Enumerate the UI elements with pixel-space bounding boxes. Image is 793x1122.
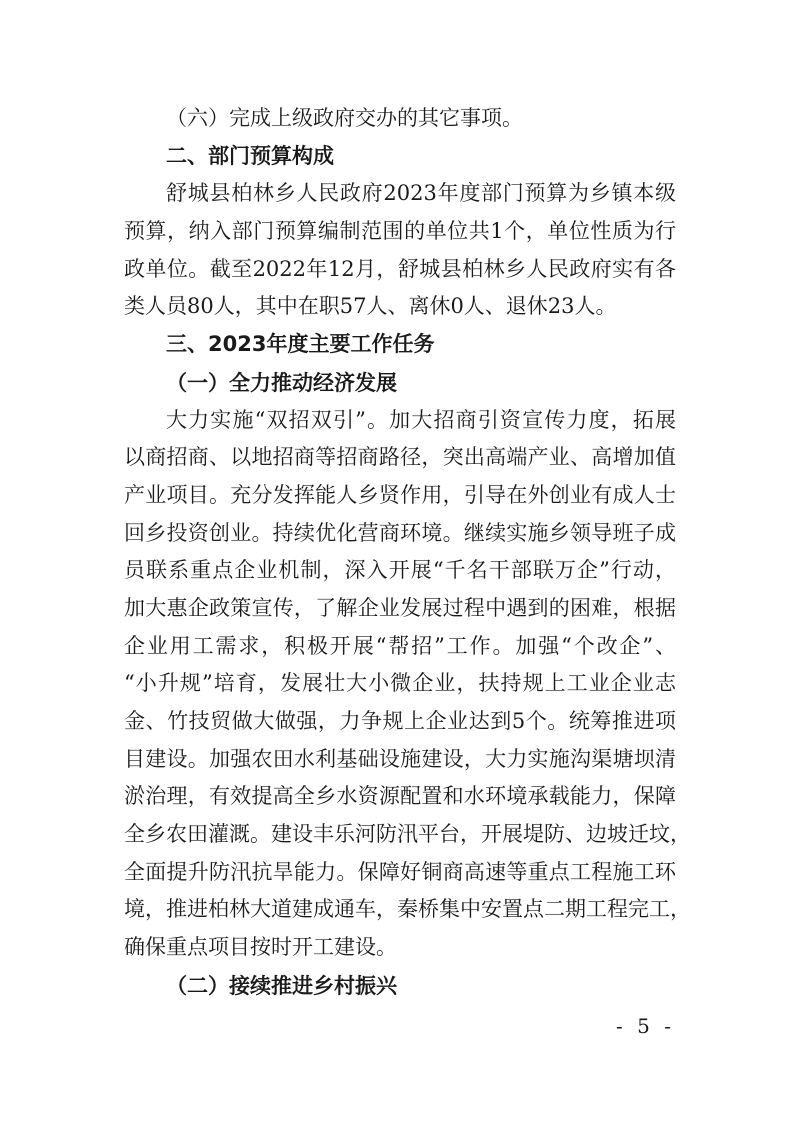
paragraph-line: 产业项目。充分发挥能人乡贤作用，引导在外创业有成人士 — [124, 482, 676, 507]
paragraph-line: 政单位。截至2022年12月，舒城县柏林乡人民政府实有各 — [124, 256, 676, 281]
paragraph-line: 确保重点项目按时开工建设。 — [124, 935, 397, 960]
paragraph-line: 目建设。加强农田水利基础设施建设，大力实施沟渠塘坝清 — [124, 746, 676, 771]
paragraph-line: 预算，纳入部门预算编制范围的单位共1个，单位性质为行 — [124, 219, 676, 244]
subsection-heading-rural-revitalization: （二）接续推进乡村振兴 — [166, 972, 397, 998]
paragraph-line: 淤治理，有效提高全乡水资源配置和水环境承载能力，保障 — [124, 784, 676, 809]
paragraph-line: 员联系重点企业机制，深入开展“千名干部联万企”行动， — [124, 558, 676, 583]
subsection-heading-economy: （一）全力推动经济发展 — [166, 369, 397, 395]
paragraph-line: 金、竹技贸做大做强，力争规上企业达到5个。统筹推进项 — [124, 709, 676, 733]
section-heading-budget-composition: 二、部门预算构成 — [166, 143, 334, 168]
paragraph-line: （六）完成上级政府交办的其它事项。 — [166, 106, 523, 130]
document-body — [124, 100, 691, 1005]
paragraph-line: 境，推进柏林大道建成通车，秦桥集中安置点二期工程完工， — [124, 897, 691, 922]
paragraph-line: 类人员80人，其中在职57人、离休0人、退休23人。 — [124, 294, 617, 319]
paragraph-line: “小升规”培育，发展壮大小微企业，扶持规上工业企业志 — [124, 671, 676, 696]
paragraph-line: 企业用工需求，积极开展“帮招”工作。加强“个改企”、 — [124, 633, 676, 658]
paragraph-line: 以商招商、以地招商等招商路径，突出高端产业、高增加值 — [124, 445, 676, 470]
paragraph-line: 全乡农田灌溉。建设丰乐河防汛平台，开展堤防、边坡迁坟， — [124, 822, 691, 847]
paragraph-line: 大力实施“双招双引”。加大招商引资宣传力度，拓展 — [166, 407, 676, 432]
paragraph-line: 回乡投资创业。持续优化营商环境。继续实施乡领导班子成 — [124, 520, 676, 545]
paragraph-line: 全面提升防汛抗旱能力。保障好铜商高速等重点工程施工环 — [124, 859, 676, 884]
paragraph-line: 加大惠企政策宣传，了解企业发展过程中遇到的困难，根据 — [124, 595, 676, 620]
paragraph-line: 舒城县柏林乡人民政府2023年度部门预算为乡镇本级 — [166, 181, 676, 206]
page-number: - 5 - — [616, 1014, 675, 1038]
section-heading-main-tasks: 三、2023年度主要工作任务 — [166, 332, 435, 357]
